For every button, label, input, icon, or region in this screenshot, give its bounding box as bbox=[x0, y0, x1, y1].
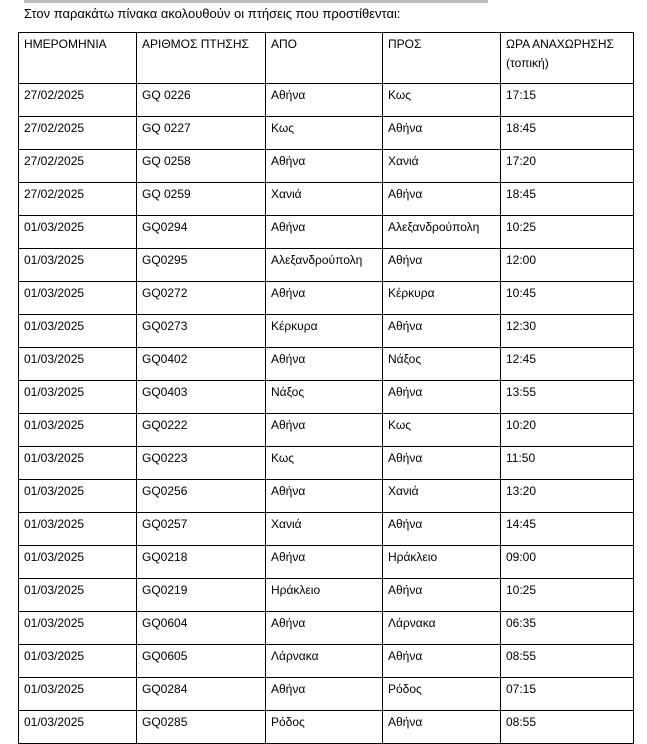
table-row bbox=[19, 84, 634, 117]
cell-date: 01/03/2025 bbox=[19, 216, 137, 249]
cell-flight-number: GQ 0258 bbox=[137, 150, 266, 183]
cell-to: Ηράκλειο bbox=[383, 546, 501, 579]
table-row bbox=[19, 645, 634, 678]
cell-date: 01/03/2025 bbox=[19, 513, 137, 546]
cell-to: Αθήνα bbox=[383, 117, 501, 150]
cell-flight-number: GQ 0226 bbox=[137, 84, 266, 117]
cell-from: Αθήνα bbox=[266, 282, 383, 315]
cell-date: 01/03/2025 bbox=[19, 282, 137, 315]
cell-date: 27/02/2025 bbox=[19, 117, 137, 150]
cell-from: Αθήνα bbox=[266, 414, 383, 447]
table-row bbox=[19, 711, 634, 744]
cell-date: 01/03/2025 bbox=[19, 480, 137, 513]
cell-flight-number: GQ0402 bbox=[137, 348, 266, 381]
cell-flight-number: GQ0403 bbox=[137, 381, 266, 414]
cell-departure-time: 08:55 bbox=[501, 711, 634, 744]
cell-from: Αθήνα bbox=[266, 150, 383, 183]
cell-departure-time: 12:45 bbox=[501, 348, 634, 381]
cell-flight-number: GQ0219 bbox=[137, 579, 266, 612]
cell-date: 01/03/2025 bbox=[19, 315, 137, 348]
cell-departure-time: 11:50 bbox=[501, 447, 634, 480]
header-departure-time: ΩΡΑ ΑΝΑΧΩΡΗΣΗΣ (τοπική) bbox=[501, 33, 634, 84]
cell-to: Νάξος bbox=[383, 348, 501, 381]
cell-departure-time: 13:55 bbox=[501, 381, 634, 414]
cell-departure-time: 10:20 bbox=[501, 414, 634, 447]
cell-flight-number: GQ0218 bbox=[137, 546, 266, 579]
cell-date: 27/02/2025 bbox=[19, 150, 137, 183]
cell-flight-number: GQ 0227 bbox=[137, 117, 266, 150]
cell-flight-number: GQ0285 bbox=[137, 711, 266, 744]
cell-flight-number: GQ0223 bbox=[137, 447, 266, 480]
table-header-row bbox=[19, 33, 634, 84]
cell-from: Νάξος bbox=[266, 381, 383, 414]
cell-departure-time: 10:45 bbox=[501, 282, 634, 315]
cell-flight-number: GQ0605 bbox=[137, 645, 266, 678]
cell-to: Αθήνα bbox=[383, 249, 501, 282]
cell-flight-number: GQ0294 bbox=[137, 216, 266, 249]
cell-to: Λάρνακα bbox=[383, 612, 501, 645]
cell-departure-time: 08:55 bbox=[501, 645, 634, 678]
cell-to: Αθήνα bbox=[383, 183, 501, 216]
cell-date: 01/03/2025 bbox=[19, 447, 137, 480]
cell-to: Χανιά bbox=[383, 480, 501, 513]
header-from: ΑΠΟ bbox=[266, 33, 383, 84]
cell-departure-time: 17:20 bbox=[501, 150, 634, 183]
cell-to: Αθήνα bbox=[383, 315, 501, 348]
cell-from: Αθήνα bbox=[266, 216, 383, 249]
cell-departure-time: 09:00 bbox=[501, 546, 634, 579]
intro-text: Στον παρακάτω πίνακα ακολουθούν οι πτήσεις που προστίθενται: bbox=[24, 6, 401, 21]
cell-to: Αθήνα bbox=[383, 645, 501, 678]
table-row bbox=[19, 546, 634, 579]
cell-from: Αθήνα bbox=[266, 612, 383, 645]
cell-to: Χανιά bbox=[383, 150, 501, 183]
cell-date: 01/03/2025 bbox=[19, 414, 137, 447]
cell-flight-number: GQ 0259 bbox=[137, 183, 266, 216]
cell-from: Αθήνα bbox=[266, 678, 383, 711]
table-row bbox=[19, 282, 634, 315]
table-row bbox=[19, 513, 634, 546]
table-row bbox=[19, 612, 634, 645]
table-row bbox=[19, 183, 634, 216]
cell-date: 01/03/2025 bbox=[19, 546, 137, 579]
cell-to: Αθήνα bbox=[383, 381, 501, 414]
cell-departure-time: 10:25 bbox=[501, 216, 634, 249]
cell-departure-time: 12:00 bbox=[501, 249, 634, 282]
cell-date: 01/03/2025 bbox=[19, 249, 137, 282]
cell-date: 01/03/2025 bbox=[19, 348, 137, 381]
cell-departure-time: 12:30 bbox=[501, 315, 634, 348]
table-row bbox=[19, 117, 634, 150]
cell-to: Αθήνα bbox=[383, 711, 501, 744]
table-row bbox=[19, 348, 634, 381]
header-flight-number: ΑΡΙΘΜΟΣ ΠΤΗΣΗΣ bbox=[137, 33, 266, 84]
top-edge-strip bbox=[24, 0, 488, 3]
cell-date: 01/03/2025 bbox=[19, 645, 137, 678]
table-row bbox=[19, 678, 634, 711]
cell-to: Κως bbox=[383, 414, 501, 447]
cell-flight-number: GQ0273 bbox=[137, 315, 266, 348]
cell-date: 01/03/2025 bbox=[19, 678, 137, 711]
table-body bbox=[19, 84, 634, 744]
cell-departure-time: 18:45 bbox=[501, 183, 634, 216]
cell-departure-time: 06:35 bbox=[501, 612, 634, 645]
cell-flight-number: GQ0256 bbox=[137, 480, 266, 513]
cell-date: 01/03/2025 bbox=[19, 381, 137, 414]
cell-to: Αθήνα bbox=[383, 579, 501, 612]
cell-departure-time: 18:45 bbox=[501, 117, 634, 150]
cell-from: Κως bbox=[266, 117, 383, 150]
cell-from: Αθήνα bbox=[266, 546, 383, 579]
cell-flight-number: GQ0272 bbox=[137, 282, 266, 315]
table-row bbox=[19, 414, 634, 447]
cell-from: Χανιά bbox=[266, 183, 383, 216]
flights-table bbox=[18, 32, 634, 744]
cell-from: Αθήνα bbox=[266, 348, 383, 381]
cell-date: 01/03/2025 bbox=[19, 579, 137, 612]
cell-from: Λάρνακα bbox=[266, 645, 383, 678]
table-row bbox=[19, 447, 634, 480]
cell-departure-time: 13:20 bbox=[501, 480, 634, 513]
table-row bbox=[19, 249, 634, 282]
cell-to: Ρόδος bbox=[383, 678, 501, 711]
cell-to: Κως bbox=[383, 84, 501, 117]
cell-departure-time: 07:15 bbox=[501, 678, 634, 711]
cell-date: 01/03/2025 bbox=[19, 612, 137, 645]
header-date: ΗΜΕΡΟΜΗΝΙΑ bbox=[19, 33, 137, 84]
cell-to: Κέρκυρα bbox=[383, 282, 501, 315]
cell-flight-number: GQ0222 bbox=[137, 414, 266, 447]
cell-date: 01/03/2025 bbox=[19, 711, 137, 744]
cell-from: Αθήνα bbox=[266, 84, 383, 117]
cell-flight-number: GQ0284 bbox=[137, 678, 266, 711]
cell-date: 27/02/2025 bbox=[19, 84, 137, 117]
cell-flight-number: GQ0295 bbox=[137, 249, 266, 282]
table-row bbox=[19, 216, 634, 249]
header-to: ΠΡΟΣ bbox=[383, 33, 501, 84]
table-row bbox=[19, 315, 634, 348]
cell-to: Αθήνα bbox=[383, 447, 501, 480]
table-row bbox=[19, 480, 634, 513]
cell-from: Αλεξανδρούπολη bbox=[266, 249, 383, 282]
cell-to: Αλεξανδρούπολη bbox=[383, 216, 501, 249]
cell-departure-time: 14:45 bbox=[501, 513, 634, 546]
cell-from: Αθήνα bbox=[266, 480, 383, 513]
cell-departure-time: 10:25 bbox=[501, 579, 634, 612]
cell-to: Αθήνα bbox=[383, 513, 501, 546]
table-row bbox=[19, 150, 634, 183]
table-row bbox=[19, 579, 634, 612]
table-row bbox=[19, 381, 634, 414]
cell-flight-number: GQ0257 bbox=[137, 513, 266, 546]
cell-from: Ηράκλειο bbox=[266, 579, 383, 612]
cell-date: 27/02/2025 bbox=[19, 183, 137, 216]
cell-from: Κέρκυρα bbox=[266, 315, 383, 348]
cell-from: Ρόδος bbox=[266, 711, 383, 744]
cell-flight-number: GQ0604 bbox=[137, 612, 266, 645]
cell-from: Χανιά bbox=[266, 513, 383, 546]
cell-from: Κως bbox=[266, 447, 383, 480]
cell-departure-time: 17:15 bbox=[501, 84, 634, 117]
